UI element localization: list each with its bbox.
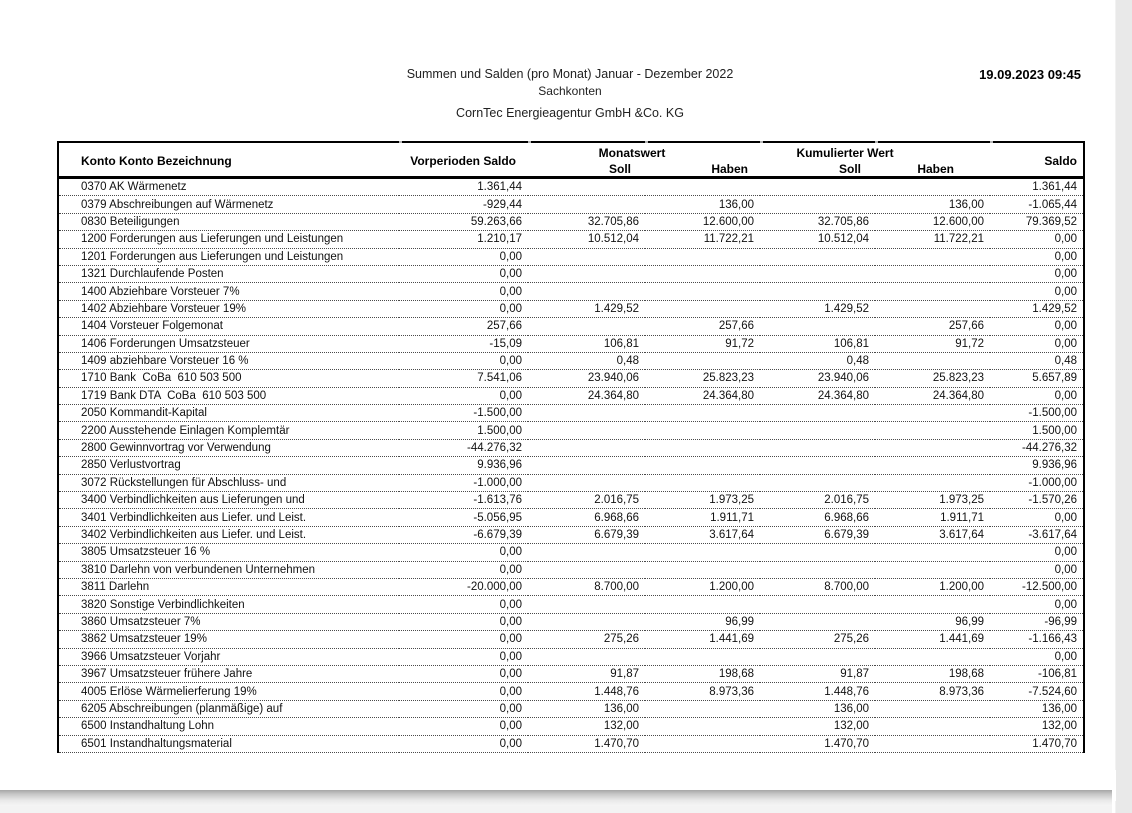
cell-monatswert-soll: 136,00 [528, 701, 645, 718]
cell-monatswert-soll [528, 544, 645, 561]
cell-konto-bezeichnung: 3402 Verbindlichkeiten aus Liefer. und Leist. [59, 527, 399, 544]
cell-monatswert-soll: 1.470,70 [528, 736, 645, 753]
table-row [59, 562, 1083, 579]
cell-saldo: 0,00 [990, 596, 1083, 613]
cell-kumuliert-soll [760, 405, 875, 422]
cell-saldo: 0,00 [990, 231, 1083, 248]
cell-kumuliert-soll [760, 562, 875, 579]
cell-saldo: -1.500,00 [990, 405, 1083, 422]
cell-kumuliert-haben [875, 457, 990, 474]
cell-saldo: -96,99 [990, 614, 1083, 631]
cell-saldo: 0,00 [990, 266, 1083, 283]
cell-konto-bezeichnung: 6501 Instandhaltungsmaterial [59, 736, 399, 753]
table-row [59, 231, 1083, 248]
cell-kumuliert-haben [875, 405, 990, 422]
cell-vorperioden-saldo: 1.500,00 [399, 422, 528, 439]
cell-kumuliert-soll: 91,87 [760, 666, 875, 683]
cell-kumuliert-haben [875, 266, 990, 283]
print-timestamp: 19.09.2023 09:45 [979, 67, 1081, 82]
cell-vorperioden-saldo: 0,00 [399, 388, 528, 405]
cell-monatswert-soll: 91,87 [528, 666, 645, 683]
cell-konto-bezeichnung: 1404 Vorsteuer Folgemonat [59, 318, 399, 335]
cell-kumuliert-haben: 1.200,00 [875, 579, 990, 596]
cell-vorperioden-saldo: 0,00 [399, 266, 528, 283]
cell-kumuliert-soll [760, 283, 875, 300]
cell-konto-bezeichnung: 1321 Durchlaufende Posten [59, 266, 399, 283]
trial-balance-table [59, 143, 1083, 753]
cell-monatswert-soll [528, 562, 645, 579]
cell-konto-bezeichnung: 3805 Umsatzsteuer 16 % [59, 544, 399, 561]
header-monatswert [528, 143, 760, 161]
cell-vorperioden-saldo: 7.541,06 [399, 370, 528, 387]
report-table-body [59, 178, 1083, 753]
cell-monatswert-haben [645, 544, 760, 561]
table-row [59, 631, 1083, 648]
cell-konto-bezeichnung: 2850 Verlustvortrag [59, 457, 399, 474]
cell-vorperioden-saldo: -20.000,00 [399, 579, 528, 596]
cell-vorperioden-saldo: -1.613,76 [399, 492, 528, 509]
table-row [59, 283, 1083, 300]
cell-vorperioden-saldo: 0,00 [399, 596, 528, 613]
cell-monatswert-soll: 23.940,06 [528, 370, 645, 387]
column-divider-tick [990, 141, 993, 143]
cell-saldo: 0,00 [990, 318, 1083, 335]
window-bottom-edge [0, 806, 1112, 813]
cell-saldo: 0,00 [990, 336, 1083, 353]
cell-kumuliert-soll: 2.016,75 [760, 492, 875, 509]
cell-konto-bezeichnung: 6205 Abschreibungen (planmäßige) auf [59, 701, 399, 718]
cell-konto-bezeichnung: 1200 Forderungen aus Lieferungen und Leistungen [59, 231, 399, 248]
cell-konto-bezeichnung: 3967 Umsatzsteuer frühere Jahre [59, 666, 399, 683]
cell-kumuliert-haben [875, 249, 990, 266]
cell-kumuliert-haben [875, 736, 990, 753]
cell-saldo: 79.369,52 [990, 214, 1083, 231]
cell-konto-bezeichnung: 1710 Bank CoBa 610 503 500 [59, 370, 399, 387]
cell-monatswert-soll: 106,81 [528, 336, 645, 353]
table-row [59, 666, 1083, 683]
cell-monatswert-haben [645, 405, 760, 422]
cell-saldo: 5.657,89 [990, 370, 1083, 387]
table-row [59, 214, 1083, 231]
cell-saldo: -106,81 [990, 666, 1083, 683]
table-row [59, 596, 1083, 613]
table-row [59, 318, 1083, 335]
cell-kumuliert-haben: 11.722,21 [875, 231, 990, 248]
cell-monatswert-soll [528, 283, 645, 300]
cell-saldo: -44.276,32 [990, 440, 1083, 457]
cell-monatswert-haben: 96,99 [645, 614, 760, 631]
cell-vorperioden-saldo: 0,00 [399, 666, 528, 683]
horizontal-scrollbar[interactable] [0, 790, 1112, 806]
table-row [59, 405, 1083, 422]
cell-saldo: 0,00 [990, 283, 1083, 300]
cell-monatswert-soll [528, 249, 645, 266]
table-row [59, 527, 1083, 544]
cell-kumuliert-soll [760, 196, 875, 213]
cell-kumuliert-soll [760, 249, 875, 266]
cell-saldo: 1.361,44 [990, 178, 1083, 196]
cell-vorperioden-saldo: 0,00 [399, 736, 528, 753]
table-row [59, 353, 1083, 370]
table-row [59, 475, 1083, 492]
cell-saldo: -12.500,00 [990, 579, 1083, 596]
cell-vorperioden-saldo: 9.936,96 [399, 457, 528, 474]
cell-monatswert-soll: 1.429,52 [528, 301, 645, 318]
header-kumulierter-wert-label: Kumulierter Wert [796, 146, 894, 160]
cell-saldo: 1.470,70 [990, 736, 1083, 753]
cell-kumuliert-haben [875, 353, 990, 370]
cell-monatswert-haben: 3.617,64 [645, 527, 760, 544]
cell-kumuliert-soll: 1.470,70 [760, 736, 875, 753]
cell-monatswert-haben [645, 283, 760, 300]
cell-monatswert-haben: 1.200,00 [645, 579, 760, 596]
cell-kumuliert-haben [875, 596, 990, 613]
cell-monatswert-soll [528, 318, 645, 335]
table-row [59, 196, 1083, 213]
cell-monatswert-haben: 24.364,80 [645, 388, 760, 405]
table-row [59, 614, 1083, 631]
cell-vorperioden-saldo: 0,00 [399, 649, 528, 666]
cell-vorperioden-saldo: -44.276,32 [399, 440, 528, 457]
cell-kumuliert-soll: 6.679,39 [760, 527, 875, 544]
cell-monatswert-haben: 11.722,21 [645, 231, 760, 248]
cell-kumuliert-soll [760, 318, 875, 335]
vertical-scrollbar[interactable] [1115, 0, 1132, 813]
cell-saldo: 9.936,96 [990, 457, 1083, 474]
cell-monatswert-soll [528, 266, 645, 283]
cell-konto-bezeichnung: 1201 Forderungen aus Lieferungen und Leistungen [59, 249, 399, 266]
cell-kumuliert-haben: 25.823,23 [875, 370, 990, 387]
header-kumuliert-soll: Soll [760, 161, 875, 178]
header-konto-bezeichnung: Konto Konto Bezeichnung [59, 143, 399, 178]
cell-kumuliert-haben [875, 178, 990, 196]
table-row [59, 336, 1083, 353]
column-divider-tick [760, 141, 763, 143]
header-kumulierter-wert [760, 143, 990, 161]
cell-monatswert-haben [645, 457, 760, 474]
table-row [59, 492, 1083, 509]
cell-kumuliert-haben: 24.364,80 [875, 388, 990, 405]
cell-vorperioden-saldo: 257,66 [399, 318, 528, 335]
cell-kumuliert-soll [760, 544, 875, 561]
cell-konto-bezeichnung: 3401 Verbindlichkeiten aus Liefer. und Leist. [59, 509, 399, 526]
cell-kumuliert-haben: 1.973,25 [875, 492, 990, 509]
cell-kumuliert-soll [760, 178, 875, 196]
cell-saldo: 132,00 [990, 718, 1083, 735]
cell-monatswert-haben: 91,72 [645, 336, 760, 353]
cell-kumuliert-haben [875, 301, 990, 318]
cell-saldo: 1.500,00 [990, 422, 1083, 439]
cell-monatswert-soll [528, 422, 645, 439]
cell-monatswert-haben [645, 562, 760, 579]
cell-kumuliert-haben: 198,68 [875, 666, 990, 683]
cell-monatswert-soll: 6.679,39 [528, 527, 645, 544]
cell-monatswert-haben: 1.911,71 [645, 509, 760, 526]
cell-kumuliert-soll [760, 440, 875, 457]
cell-kumuliert-haben [875, 718, 990, 735]
cell-vorperioden-saldo: 59.263,66 [399, 214, 528, 231]
trial-balance-table-frame [57, 141, 1085, 753]
cell-monatswert-haben: 1.441,69 [645, 631, 760, 648]
cell-kumuliert-haben: 3.617,64 [875, 527, 990, 544]
cell-kumuliert-soll: 24.364,80 [760, 388, 875, 405]
cell-saldo: 0,00 [990, 509, 1083, 526]
cell-konto-bezeichnung: 1406 Forderungen Umsatzsteuer [59, 336, 399, 353]
cell-monatswert-haben [645, 718, 760, 735]
cell-monatswert-soll [528, 649, 645, 666]
table-row [59, 649, 1083, 666]
cell-kumuliert-haben: 136,00 [875, 196, 990, 213]
cell-kumuliert-soll: 275,26 [760, 631, 875, 648]
cell-kumuliert-soll: 0,48 [760, 353, 875, 370]
cell-saldo: -1.570,26 [990, 492, 1083, 509]
cell-monatswert-soll [528, 596, 645, 613]
cell-vorperioden-saldo: 0,00 [399, 283, 528, 300]
cell-monatswert-soll [528, 178, 645, 196]
cell-kumuliert-haben: 8.973,36 [875, 683, 990, 700]
cell-kumuliert-soll: 106,81 [760, 336, 875, 353]
column-divider-tick [399, 141, 402, 143]
cell-monatswert-soll: 32.705,86 [528, 214, 645, 231]
header-vorperioden-saldo: Vorperioden Saldo [399, 143, 528, 178]
cell-saldo: -1.065,44 [990, 196, 1083, 213]
cell-monatswert-haben [645, 475, 760, 492]
cell-monatswert-soll [528, 196, 645, 213]
cell-saldo: 0,00 [990, 388, 1083, 405]
cell-vorperioden-saldo: 0,00 [399, 562, 528, 579]
cell-kumuliert-haben [875, 701, 990, 718]
cell-kumuliert-soll [760, 457, 875, 474]
cell-kumuliert-soll: 136,00 [760, 701, 875, 718]
cell-konto-bezeichnung: 3860 Umsatzsteuer 7% [59, 614, 399, 631]
cell-konto-bezeichnung: 3810 Darlehn von verbundenen Unternehmen [59, 562, 399, 579]
scrollbar-corner-gap [1112, 770, 1116, 801]
cell-monatswert-haben: 136,00 [645, 196, 760, 213]
cell-vorperioden-saldo: 0,00 [399, 614, 528, 631]
cell-monatswert-haben [645, 178, 760, 196]
cell-kumuliert-haben: 91,72 [875, 336, 990, 353]
cell-vorperioden-saldo: 0,00 [399, 701, 528, 718]
cell-kumuliert-soll: 8.700,00 [760, 579, 875, 596]
header-monatswert-label: Monatswert [598, 146, 666, 160]
cell-konto-bezeichnung: 3862 Umsatzsteuer 19% [59, 631, 399, 648]
cell-monatswert-haben [645, 353, 760, 370]
cell-saldo: 1.429,52 [990, 301, 1083, 318]
report-subtitle: Sachkonten [538, 84, 602, 98]
cell-kumuliert-soll: 32.705,86 [760, 214, 875, 231]
cell-saldo: -7.524,60 [990, 683, 1083, 700]
cell-konto-bezeichnung: 2800 Gewinnvortrag vor Verwendung [59, 440, 399, 457]
cell-kumuliert-haben: 96,99 [875, 614, 990, 631]
cell-konto-bezeichnung: 1402 Abziehbare Vorsteuer 19% [59, 301, 399, 318]
cell-saldo: 0,48 [990, 353, 1083, 370]
cell-konto-bezeichnung: 0830 Beteiligungen [59, 214, 399, 231]
cell-vorperioden-saldo: -6.679,39 [399, 527, 528, 544]
cell-kumuliert-soll: 132,00 [760, 718, 875, 735]
cell-konto-bezeichnung: 3400 Verbindlichkeiten aus Lieferungen und [59, 492, 399, 509]
document-header [57, 66, 1083, 122]
cell-vorperioden-saldo: 1.361,44 [399, 178, 528, 196]
cell-kumuliert-haben [875, 440, 990, 457]
table-row [59, 736, 1083, 753]
cell-kumuliert-haben [875, 283, 990, 300]
cell-monatswert-haben [645, 440, 760, 457]
header-kumuliert-haben: Haben [875, 161, 990, 178]
table-row [59, 544, 1083, 561]
report-title: Summen und Salden (pro Monat) Januar - Dezember 2022 [406, 67, 734, 81]
header-monatswert-soll: Soll [528, 161, 645, 178]
table-row [59, 683, 1083, 700]
cell-monatswert-haben: 198,68 [645, 666, 760, 683]
cell-konto-bezeichnung: 2200 Ausstehende Einlagen Komplemtär [59, 422, 399, 439]
table-row [59, 440, 1083, 457]
table-row [59, 422, 1083, 439]
cell-kumuliert-soll: 10.512,04 [760, 231, 875, 248]
cell-konto-bezeichnung: 4005 Erlöse Wärmelierferung 19% [59, 683, 399, 700]
cell-monatswert-soll: 275,26 [528, 631, 645, 648]
company-name: CornTec Energieagentur GmbH &Co. KG [456, 106, 684, 120]
column-divider-tick [875, 141, 878, 143]
cell-monatswert-haben [645, 422, 760, 439]
table-row [59, 178, 1083, 196]
cell-kumuliert-soll [760, 596, 875, 613]
cell-monatswert-haben [645, 301, 760, 318]
cell-monatswert-soll: 10.512,04 [528, 231, 645, 248]
cell-saldo: -1.000,00 [990, 475, 1083, 492]
cell-saldo: -3.617,64 [990, 527, 1083, 544]
column-divider-tick [528, 141, 531, 143]
cell-vorperioden-saldo: -5.056,95 [399, 509, 528, 526]
cell-monatswert-haben [645, 249, 760, 266]
cell-monatswert-soll: 1.448,76 [528, 683, 645, 700]
cell-monatswert-soll: 2.016,75 [528, 492, 645, 509]
table-row [59, 249, 1083, 266]
table-row [59, 457, 1083, 474]
table-row [59, 718, 1083, 735]
cell-vorperioden-saldo: 0,00 [399, 718, 528, 735]
cell-kumuliert-soll [760, 422, 875, 439]
cell-monatswert-haben [645, 736, 760, 753]
cell-konto-bezeichnung: 1400 Abziehbare Vorsteuer 7% [59, 283, 399, 300]
cell-monatswert-soll [528, 405, 645, 422]
table-row [59, 266, 1083, 283]
cell-konto-bezeichnung: 3072 Rückstellungen für Abschluss- und [59, 475, 399, 492]
header-monatswert-haben: Haben [645, 161, 760, 178]
cell-vorperioden-saldo: 1.210,17 [399, 231, 528, 248]
cell-kumuliert-haben: 1.441,69 [875, 631, 990, 648]
cell-kumuliert-soll [760, 649, 875, 666]
cell-saldo: 0,00 [990, 544, 1083, 561]
cell-monatswert-haben: 257,66 [645, 318, 760, 335]
cell-monatswert-soll [528, 614, 645, 631]
cell-kumuliert-soll [760, 266, 875, 283]
cell-konto-bezeichnung: 3820 Sonstige Verbindlichkeiten [59, 596, 399, 613]
header-saldo: Saldo [990, 143, 1083, 178]
cell-monatswert-soll: 0,48 [528, 353, 645, 370]
cell-monatswert-haben [645, 649, 760, 666]
cell-monatswert-haben [645, 596, 760, 613]
cell-konto-bezeichnung: 3966 Umsatzsteuer Vorjahr [59, 649, 399, 666]
cell-konto-bezeichnung: 2050 Kommandit-Kapital [59, 405, 399, 422]
cell-vorperioden-saldo: -1.500,00 [399, 405, 528, 422]
table-row [59, 579, 1083, 596]
cell-saldo: 136,00 [990, 701, 1083, 718]
cell-vorperioden-saldo: -1.000,00 [399, 475, 528, 492]
cell-monatswert-soll [528, 457, 645, 474]
table-row [59, 370, 1083, 387]
cell-kumuliert-soll: 1.429,52 [760, 301, 875, 318]
cell-saldo: -1.166,43 [990, 631, 1083, 648]
cell-kumuliert-haben [875, 475, 990, 492]
cell-monatswert-haben: 25.823,23 [645, 370, 760, 387]
cell-monatswert-soll: 6.968,66 [528, 509, 645, 526]
table-row [59, 701, 1083, 718]
cell-konto-bezeichnung: 1719 Bank DTA CoBa 610 503 500 [59, 388, 399, 405]
cell-kumuliert-soll: 23.940,06 [760, 370, 875, 387]
cell-kumuliert-haben: 12.600,00 [875, 214, 990, 231]
cell-vorperioden-saldo: -15,09 [399, 336, 528, 353]
cell-konto-bezeichnung: 3811 Darlehn [59, 579, 399, 596]
cell-saldo: 0,00 [990, 249, 1083, 266]
column-divider-tick [645, 141, 648, 143]
cell-vorperioden-saldo: 0,00 [399, 544, 528, 561]
cell-konto-bezeichnung: 0370 AK Wärmenetz [59, 178, 399, 196]
cell-kumuliert-soll [760, 614, 875, 631]
cell-konto-bezeichnung: 6500 Instandhaltung Lohn [59, 718, 399, 735]
cell-kumuliert-haben [875, 422, 990, 439]
cell-vorperioden-saldo: -929,44 [399, 196, 528, 213]
cell-monatswert-haben: 1.973,25 [645, 492, 760, 509]
cell-monatswert-haben [645, 266, 760, 283]
cell-monatswert-soll: 8.700,00 [528, 579, 645, 596]
cell-konto-bezeichnung: 1409 abziehbare Vorsteuer 16 % [59, 353, 399, 370]
table-row [59, 509, 1083, 526]
cell-kumuliert-soll: 1.448,76 [760, 683, 875, 700]
cell-vorperioden-saldo: 0,00 [399, 683, 528, 700]
table-row [59, 301, 1083, 318]
cell-vorperioden-saldo: 0,00 [399, 353, 528, 370]
cell-monatswert-soll: 24.364,80 [528, 388, 645, 405]
cell-vorperioden-saldo: 0,00 [399, 631, 528, 648]
cell-saldo: 0,00 [990, 649, 1083, 666]
cell-kumuliert-haben [875, 544, 990, 561]
cell-saldo: 0,00 [990, 562, 1083, 579]
cell-kumuliert-soll: 6.968,66 [760, 509, 875, 526]
cell-kumuliert-haben [875, 649, 990, 666]
table-row [59, 388, 1083, 405]
cell-monatswert-haben [645, 701, 760, 718]
cell-monatswert-soll [528, 440, 645, 457]
cell-monatswert-haben: 8.973,36 [645, 683, 760, 700]
cell-kumuliert-haben: 257,66 [875, 318, 990, 335]
cell-vorperioden-saldo: 0,00 [399, 301, 528, 318]
cell-kumuliert-haben [875, 562, 990, 579]
cell-kumuliert-soll [760, 475, 875, 492]
cell-vorperioden-saldo: 0,00 [399, 249, 528, 266]
cell-konto-bezeichnung: 0379 Abschreibungen auf Wärmenetz [59, 196, 399, 213]
cell-monatswert-soll [528, 475, 645, 492]
cell-monatswert-haben: 12.600,00 [645, 214, 760, 231]
cell-kumuliert-haben: 1.911,71 [875, 509, 990, 526]
cell-monatswert-soll: 132,00 [528, 718, 645, 735]
